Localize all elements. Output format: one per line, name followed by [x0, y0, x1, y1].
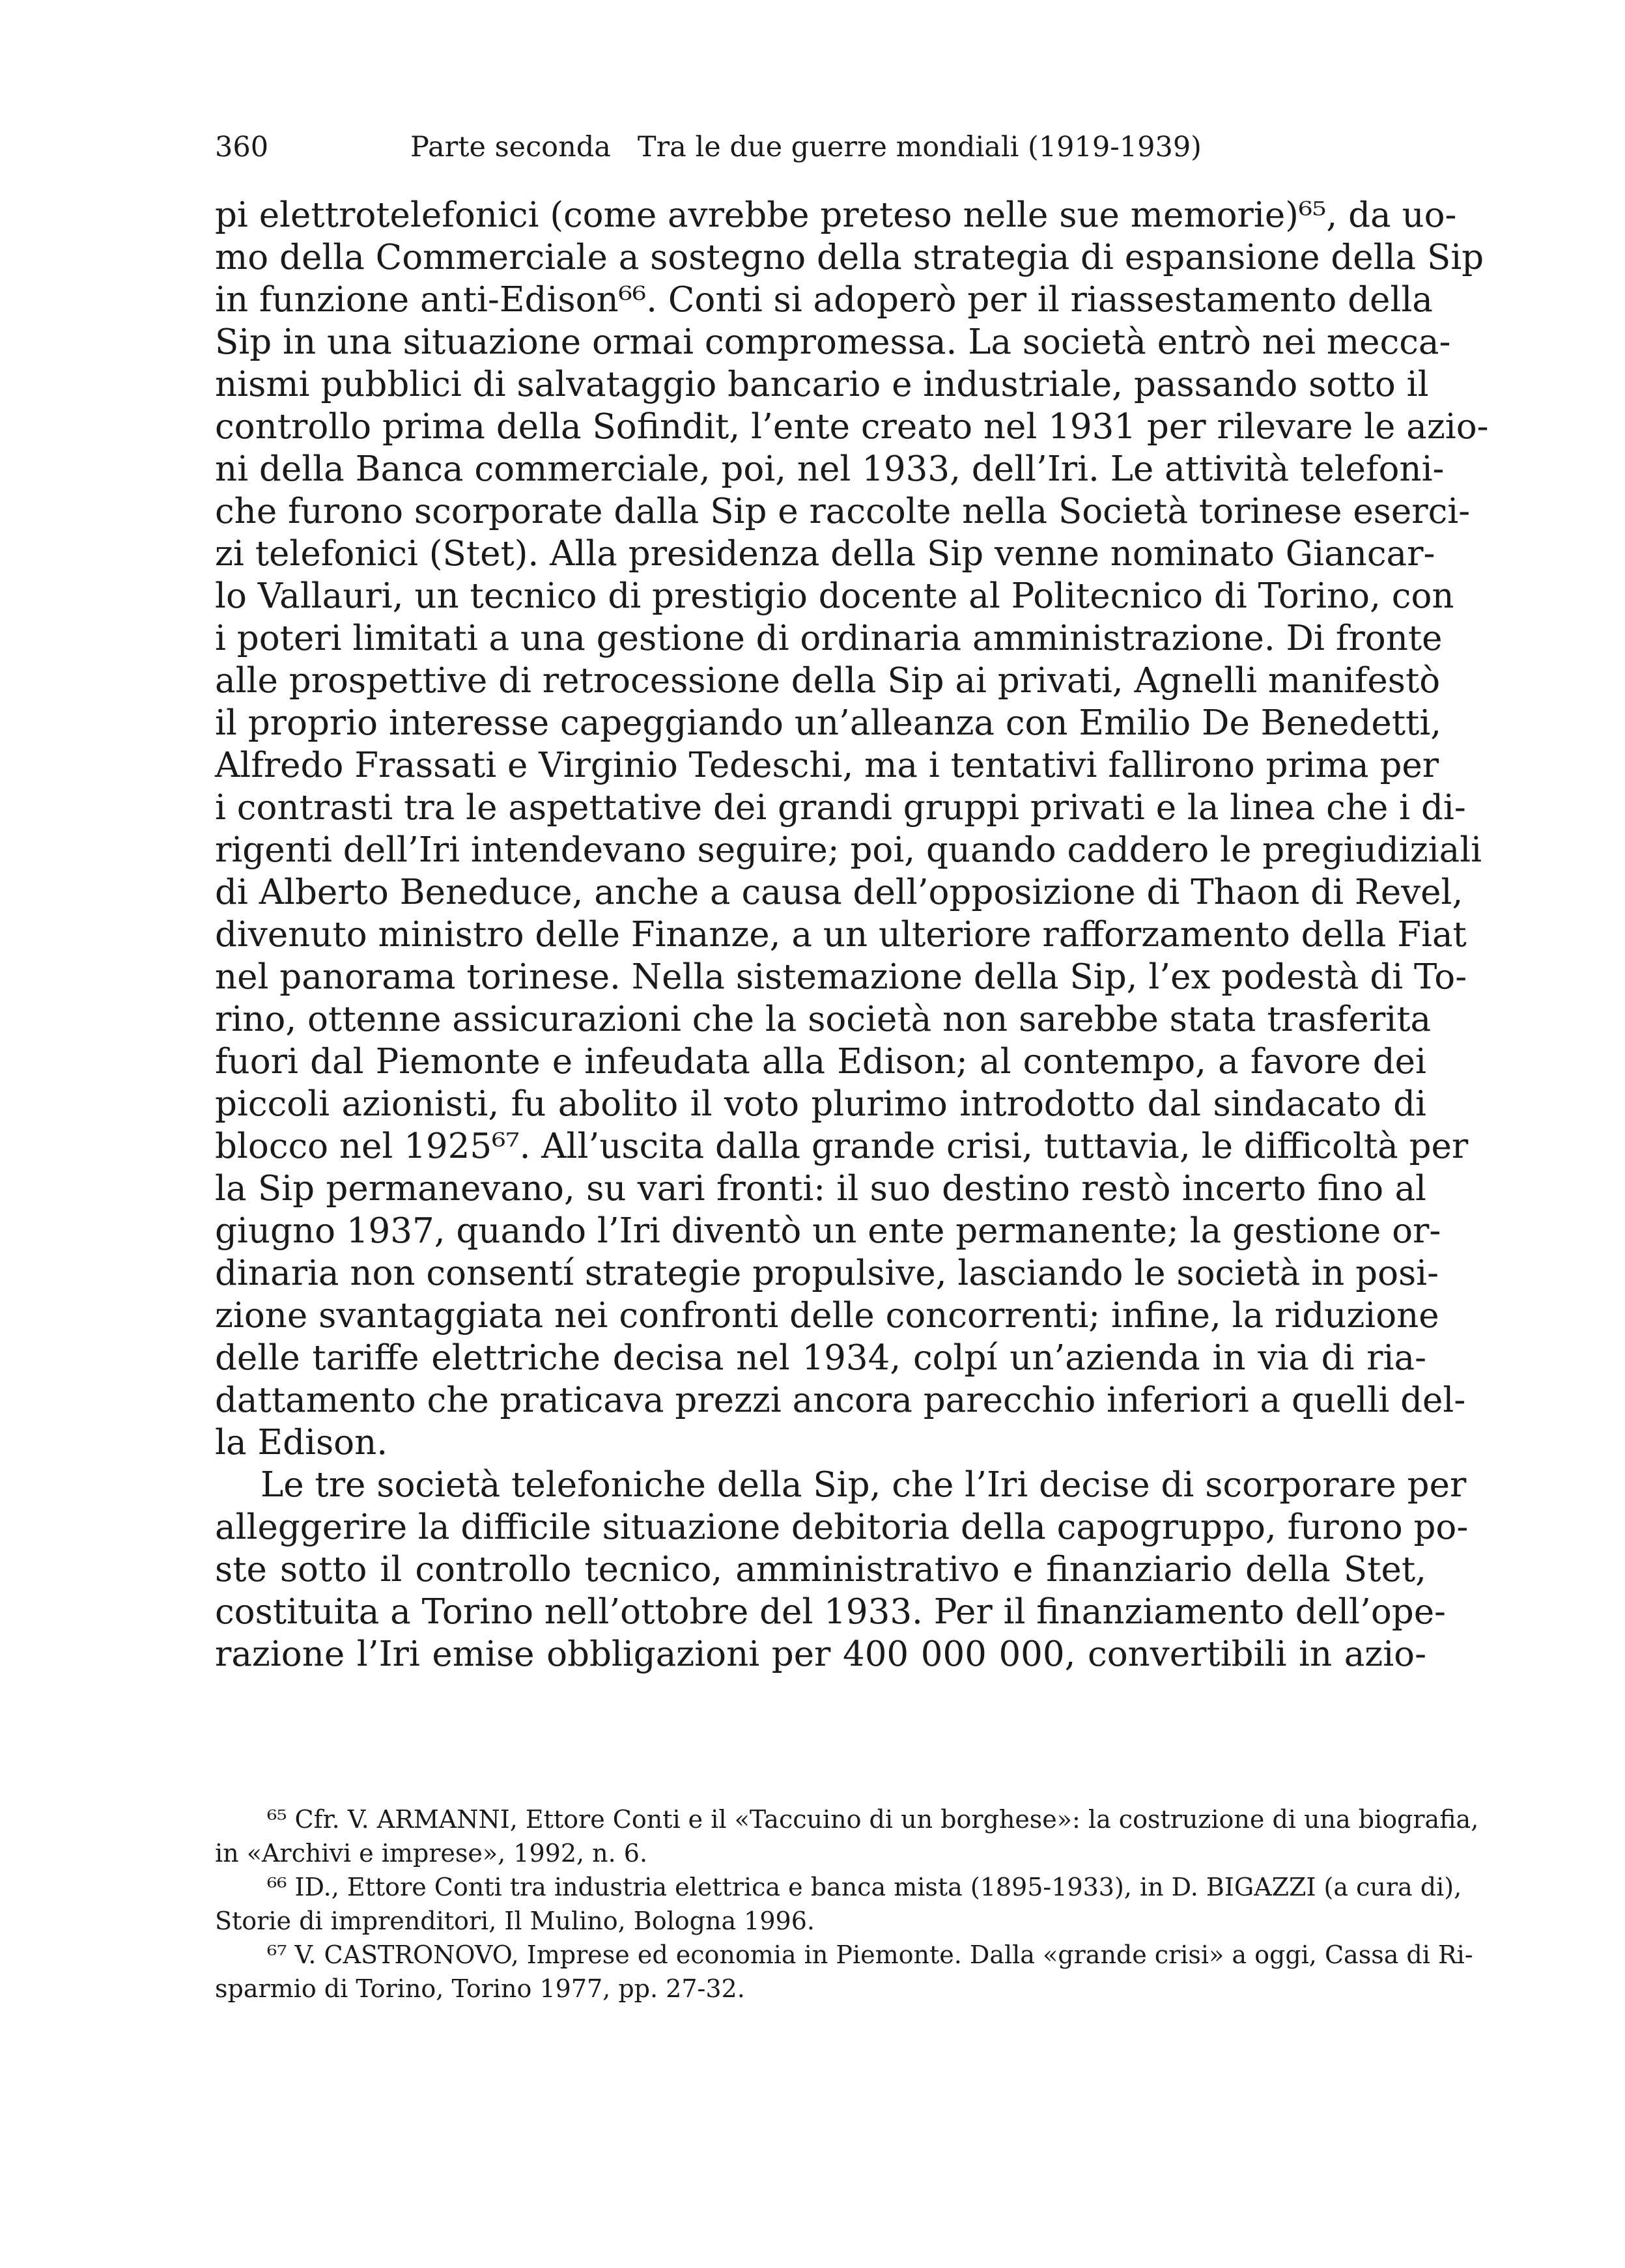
text-line: piccoli azionisti, fu abolito il voto plurimo introdotto dal sindacato di [215, 1084, 1426, 1124]
text-line: dinaria non consentí strategie propulsive, lasciando le società in posi- [215, 1253, 1439, 1293]
text-line: zi telefonici (Stet). Alla presidenza della Sip venne nominato Giancar- [215, 534, 1435, 574]
body-text [215, 194, 1489, 1675]
text-line: rigenti dell’Iri intendevano seguire; poi, quando caddero le pregiudiziali [215, 830, 1482, 870]
text-line: di Alberto Beneduce, anche a causa dell’opposizione di Thaon di Revel, [215, 873, 1463, 912]
footnote-65: ⁶⁵ Cfr. V. ARMANNI, Ettore Conti e il «Taccuino di un borghese»: la costruzione di una biografia, [267, 1805, 1479, 1834]
text-line: Alfredo Frassati e Virginio Tedeschi, ma i tentativi fallirono prima per [215, 746, 1439, 785]
text-line: nismi pubblici di salvataggio bancario e industriale, passando sotto il [215, 365, 1429, 404]
footnote-65-cont: in «Archivi e imprese», 1992, n. 6. [215, 1839, 648, 1868]
text-line: Sip in una situazione ormai compromessa. La società entrò nei mecca- [215, 322, 1451, 362]
text-line: la Sip permanevano, su vari fronti: il suo destino restò incerto fino al [215, 1169, 1426, 1209]
text-line: rino, ottenne assicurazioni che la società non sarebbe stata trasferita [215, 1000, 1432, 1039]
text-line: mo della Commerciale a sostegno della strategia di espansione della Sip [215, 238, 1484, 277]
text-line: lo Vallauri, un tecnico di prestigio docente al Politecnico di Torino, con [215, 576, 1454, 616]
running-title: Parte seconda Tra le due guerre mondiali (1919-1939) [410, 131, 1202, 163]
text-line: Le tre società telefoniche della Sip, che l’Iri decise di scorporare per [261, 1465, 1467, 1505]
text-line: ste sotto il controllo tecnico, amministrativo e finanziario della Stet, [215, 1550, 1426, 1589]
text-line: nel panorama torinese. Nella sistemazione della Sip, l’ex podestà di To- [215, 957, 1467, 997]
text-line: dattamento che praticava prezzi ancora parecchio inferiori a quelli del- [215, 1380, 1466, 1420]
page-number: 360 [215, 131, 269, 163]
footnotes [215, 1802, 1479, 2006]
text-line: delle tariffe elettriche decisa nel 1934, colpí un’azienda in via di ria- [215, 1338, 1426, 1378]
text-line: zione svantaggiata nei confronti delle concorrenti; infine, la riduzione [215, 1296, 1439, 1336]
footnote-67: ⁶⁷ V. CASTRONOVO, Imprese ed economia in Piemonte. Dalla «grande crisi» a oggi, Cassa di Ri- [267, 1940, 1473, 1969]
text-line: pi elettrotelefonici (come avrebbe preteso nelle sue memorie)⁶⁵, da uo- [215, 195, 1457, 235]
text-line: che furono scorporate dalla Sip e raccolte nella Società torinese eserci- [215, 492, 1471, 531]
text-line: il proprio interesse capeggiando un’alleanza con Emilio De Benedetti, [215, 703, 1442, 743]
text-line: giugno 1937, quando l’Iri diventò un ente permanente; la gestione or- [215, 1211, 1441, 1251]
text-line: alleggerire la difficile situazione debitoria della capogruppo, furono po- [215, 1507, 1469, 1547]
text-line: la Edison. [215, 1423, 388, 1463]
text-line: i contrasti tra le aspettative dei grandi gruppi privati e la linea che i di- [215, 788, 1466, 828]
text-line: fuori dal Piemonte e infeudata alla Edison; al contempo, a favore dei [215, 1042, 1426, 1082]
text-line: i poteri limitati a una gestione di ordinaria amministrazione. Di fronte [215, 619, 1443, 658]
text-line: in funzione anti-Edison⁶⁶. Conti si adoperò per il riassestamento della [215, 280, 1433, 320]
footnote-67-cont: sparmio di Torino, Torino 1977, pp. 27-32. [215, 1974, 745, 2003]
text-line: divenuto ministro delle Finanze, a un ulteriore rafforzamento della Fiat [215, 915, 1467, 955]
text-line: razione l’Iri emise obbligazioni per 400 000 000, convertibili in azio- [215, 1634, 1426, 1674]
text-line: controllo prima della Sofindit, l’ente creato nel 1931 per rilevare le azio- [215, 407, 1489, 447]
running-header [215, 128, 1413, 167]
text-line: alle prospettive di retrocessione della Sip ai privati, Agnelli manifestò [215, 661, 1441, 701]
text-line: blocco nel 1925⁶⁷. All’uscita dalla grande crisi, tuttavia, le difficoltà per [215, 1127, 1469, 1166]
footnote-66: ⁶⁶ ID., Ettore Conti tra industria elettrica e banca mista (1895-1933), in D. BIGAZZI (a cura di), [267, 1873, 1462, 1901]
text-line: ni della Banca commerciale, poi, nel 1933, dell’Iri. Le attività telefoni- [215, 449, 1445, 489]
text-line: costituita a Torino nell’ottobre del 1933. Per il finanziamento dell’ope- [215, 1592, 1446, 1632]
footnote-66-cont: Storie di imprenditori, Il Mulino, Bologna 1996. [215, 1907, 815, 1935]
